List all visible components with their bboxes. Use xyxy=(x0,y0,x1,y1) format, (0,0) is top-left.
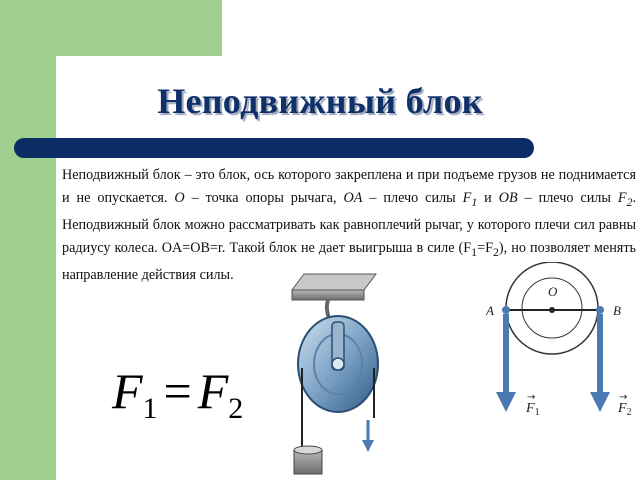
text-part: ), но позволяет менять направление действия силы. xyxy=(62,239,636,283)
label-b: B xyxy=(613,303,621,318)
text-part: . Неподвижный блок можно рассматривать как равноплечий рычаг, у которого плечи сил равны радиусу колеса. OA=OB=r. Такой блок не дает выигрыша в силе (F xyxy=(62,190,637,256)
force-arrow-2-head xyxy=(590,392,610,412)
weight-top xyxy=(294,446,322,454)
label-o: O xyxy=(548,284,558,299)
text-part: – точка опоры рычага, xyxy=(184,190,344,206)
slide-title: Неподвижный блок xyxy=(157,81,483,121)
eq-sub-1: 1 xyxy=(471,244,478,259)
symbol-f2: F xyxy=(617,190,627,206)
symbol-f1: F xyxy=(462,190,472,206)
pull-arrow-head xyxy=(362,440,374,452)
text-part: – плечо силы xyxy=(517,190,618,206)
text-part: – плечо силы xyxy=(362,190,463,206)
symbol-f1-sub: 1 xyxy=(471,194,478,209)
symbol-ob: OB xyxy=(498,190,518,206)
label-a: A xyxy=(486,303,494,318)
formula-left-sub: 1 xyxy=(142,392,158,425)
pivot-point xyxy=(549,307,555,313)
vector-arrow-f2: → xyxy=(619,392,628,403)
formula-right: F xyxy=(197,363,229,419)
formula-equals: = xyxy=(163,363,192,419)
formula-left: F xyxy=(112,363,143,419)
label-f2: $F_2$ xyxy=(618,401,632,418)
point-b xyxy=(596,306,604,314)
vector-arrow-f1: → xyxy=(527,392,536,403)
text-part: и xyxy=(477,190,499,206)
eq-sub-2: 2 xyxy=(493,244,499,259)
formula-f1-equals-f2 xyxy=(112,362,243,426)
symbol-f2-sub: 2 xyxy=(626,194,633,209)
formula-right-sub: 2 xyxy=(228,392,244,425)
title-underline-bar xyxy=(14,138,534,158)
force-arrow-1-head xyxy=(496,392,516,412)
pulley-axle xyxy=(332,358,344,370)
symbol-oa: OA xyxy=(343,190,363,206)
label-f1: $F_1$ xyxy=(526,401,540,418)
pulley-illustration xyxy=(280,268,390,480)
ceiling-mount-front xyxy=(292,290,364,300)
decor-green-side xyxy=(0,0,56,480)
point-a xyxy=(502,306,510,314)
text-part: =F xyxy=(477,239,493,256)
lever-diagram xyxy=(486,262,636,422)
ceiling-mount xyxy=(292,274,376,290)
symbol-o: O xyxy=(174,190,185,206)
text-part: Неподвижный блок – это блок, ось которого закреплена и при подъеме грузов не поднимается и не опускается. xyxy=(62,167,636,206)
